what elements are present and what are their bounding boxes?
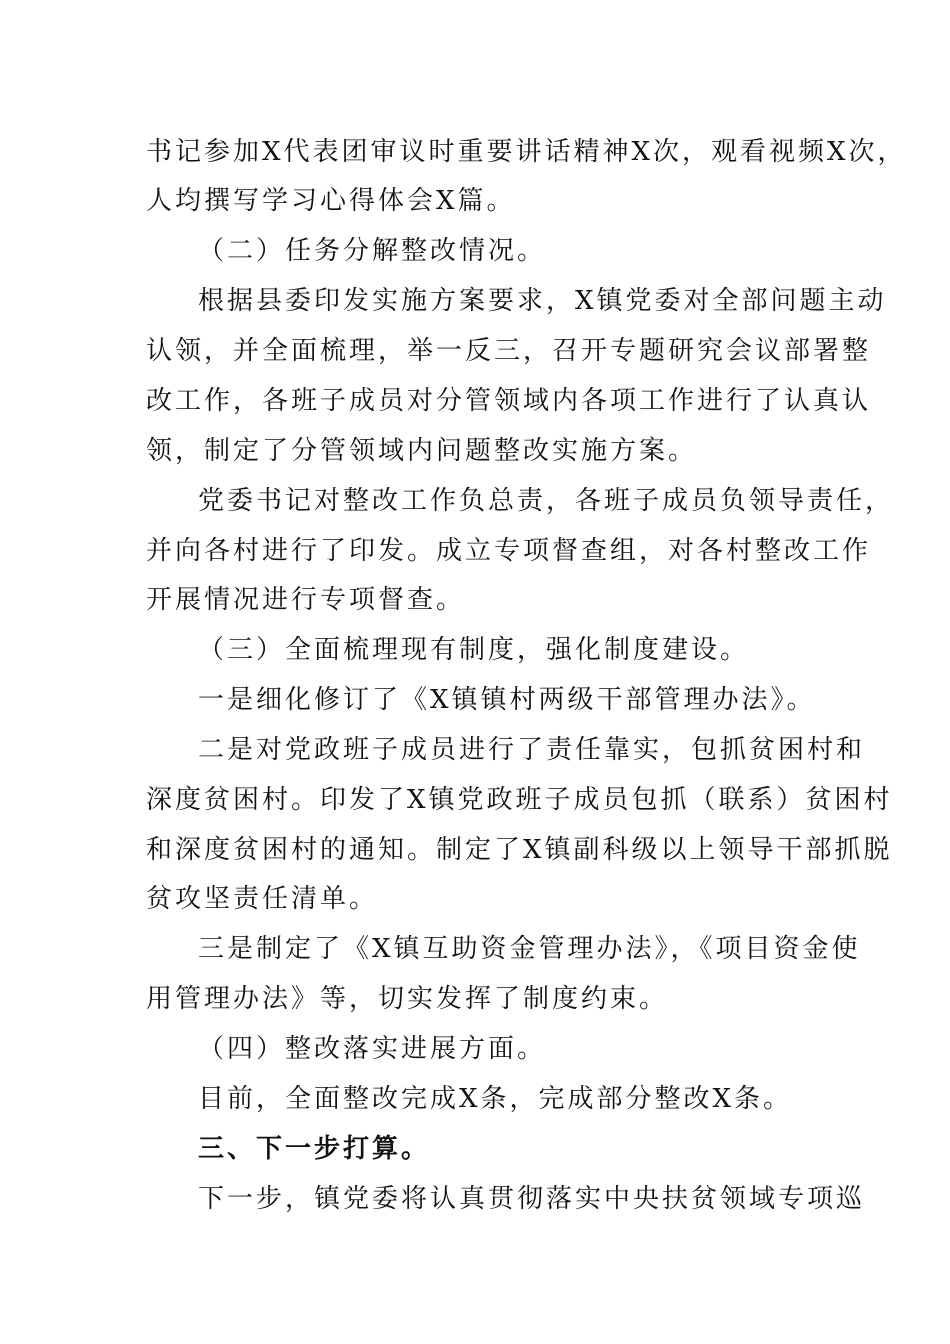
section-heading: （三）全面梳理现有制度，强化制度建设。: [198, 635, 750, 665]
body-line: 党委书记对整改工作负总责，各班子成员负领导责任，: [198, 486, 895, 516]
body-line: 改工作，各班子成员对分管领域内各项工作进行了认真认: [146, 386, 872, 416]
body-line: 认领，并全面梳理，举一反三，召开专题研究会议部署整: [146, 336, 872, 366]
body-line: 下一步，镇党委将认真贯彻落实中央扶贫领域专项巡: [198, 1184, 866, 1214]
body-line: 并向各村进行了印发。成立专项督查组，对各村整改工作: [146, 536, 872, 566]
body-line: 和深度贫困村的通知。制定了X镇副科级以上领导干部抓脱: [146, 835, 893, 865]
section-heading: （四）整改落实进展方面。: [198, 1034, 547, 1064]
body-line: 贫攻坚责任清单。: [146, 884, 379, 914]
body-line: 深度贫困村。印发了X镇党政班子成员包抓（联系）贫困村: [146, 785, 893, 815]
section-heading: （二）任务分解整改情况。: [198, 236, 547, 266]
chapter-heading: 三、下一步打算。: [198, 1134, 431, 1164]
body-line: 一是细化修订了《X镇镇村两级干部管理办法》。: [198, 685, 816, 715]
body-line: 领，制定了分管领域内问题整改实施方案。: [146, 436, 698, 466]
body-line: 三是制定了《X镇互助资金管理办法》，《项目资金使: [198, 934, 861, 964]
body-line: 人均撰写学习心得体会X篇。: [146, 186, 516, 216]
body-line: 开展情况进行专项督查。: [146, 585, 466, 615]
body-line: 二是对党政班子成员进行了责任靠实，包抓贫困村和: [198, 735, 866, 765]
body-line: 目前，全面整改完成X条，完成部分整改X条。: [198, 1084, 793, 1114]
body-line: 书记参加X代表团审议时重要讲话精神X次，观看视频X次，: [146, 137, 907, 167]
body-line: 用管理办法》等，切实发挥了制度约束。: [146, 984, 669, 1014]
body-line: 根据县委印发实施方案要求，X镇党委对全部问题主动: [198, 286, 887, 316]
